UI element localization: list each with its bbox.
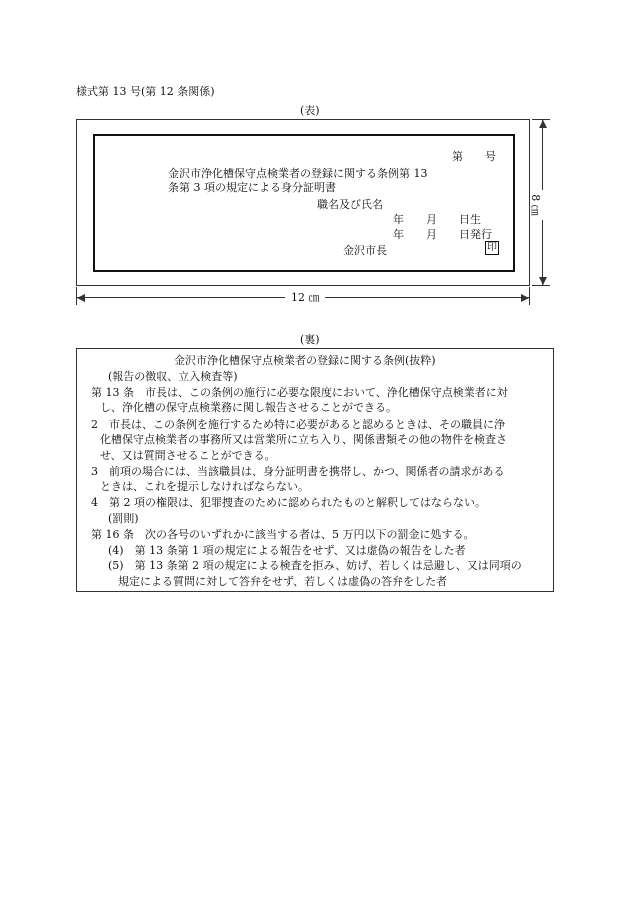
width-arrow-left-icon xyxy=(77,294,85,302)
article-text-line: し、浄化槽の保守点検業務に関し報告させることができる。 xyxy=(100,401,397,414)
issuer-mayor: 金沢市長 xyxy=(343,244,387,257)
height-dimension-label: 8 ㎝ xyxy=(528,194,542,216)
width-arrow-right-icon xyxy=(521,294,529,302)
article-item-line: (5) 第 13 条第 2 項の規定による検査を拒み、妨げ、若しくは忌避し、又は同項の xyxy=(108,559,522,572)
article-text-line: ときは、これを提示しなければならない。 xyxy=(100,480,309,493)
seal-stamp: 印 xyxy=(487,242,497,253)
ordinance-title: 金沢市浄化槽保守点検業者の登録に関する条例(抜粋) xyxy=(174,354,436,367)
section-heading: (罰則) xyxy=(108,512,139,525)
article-text-line: せ、又は質問させることができる。 xyxy=(100,449,276,462)
card-title-line-2: 条第 3 項の規定による身分証明書 xyxy=(168,181,336,194)
article-item-line: (4) 第 13 条第 1 項の規定による報告をせず、又は虚偽の報告をした者 xyxy=(108,544,466,557)
article-text-line: 3 前項の場合には、当該職員は、身分証明書を携帯し、かつ、関係者の請求がある xyxy=(91,465,505,478)
article-item-line: 規定による質問に対して答弁をせず、若しくは虚偽の答弁をした者 xyxy=(118,575,448,588)
article-text-line: 第 16 条 次の各号のいずれかに該当する者は、5 万円以下の罰金に処する。 xyxy=(91,528,475,541)
section-heading: (報告の徴収、立入検査等) xyxy=(108,370,238,383)
issue-date-line: 年 月 日発行 xyxy=(393,228,492,241)
name-field-label: 職名及び氏名 xyxy=(317,198,383,211)
height-dimension-tick-bottom xyxy=(532,285,550,286)
width-dimension-tick-right xyxy=(529,287,530,305)
card-number-line: 第 号 xyxy=(452,150,496,163)
birth-date-line: 年 月 日生 xyxy=(393,213,481,226)
height-arrow-up-icon xyxy=(539,120,547,128)
article-text-line: 第 13 条 市長は、この条例の施行に必要な限度において、浄化槽保守点検業者に対 xyxy=(91,386,508,399)
article-text-line: 2 市長は、この条例を施行するため特に必要があると認めるときは、その職員に浄 xyxy=(91,418,505,431)
back-label: (裏) xyxy=(300,333,320,346)
article-text-line: 化槽保守点検業者の事務所又は営業所に立ち入り、関係書類その他の物件を検査さ xyxy=(100,433,507,446)
front-label: (表) xyxy=(300,104,320,117)
width-dimension-label: 12 ㎝ xyxy=(291,291,320,304)
height-arrow-down-icon xyxy=(539,277,547,285)
form-number-header: 様式第 13 号(第 12 条関係) xyxy=(76,85,215,98)
article-text-line: 4 第 2 項の権限は、犯罪捜査のために認められたものと解釈してはならない。 xyxy=(91,496,486,509)
card-title-line-1: 金沢市浄化槽保守点検業者の登録に関する条例第 13 xyxy=(168,167,428,180)
